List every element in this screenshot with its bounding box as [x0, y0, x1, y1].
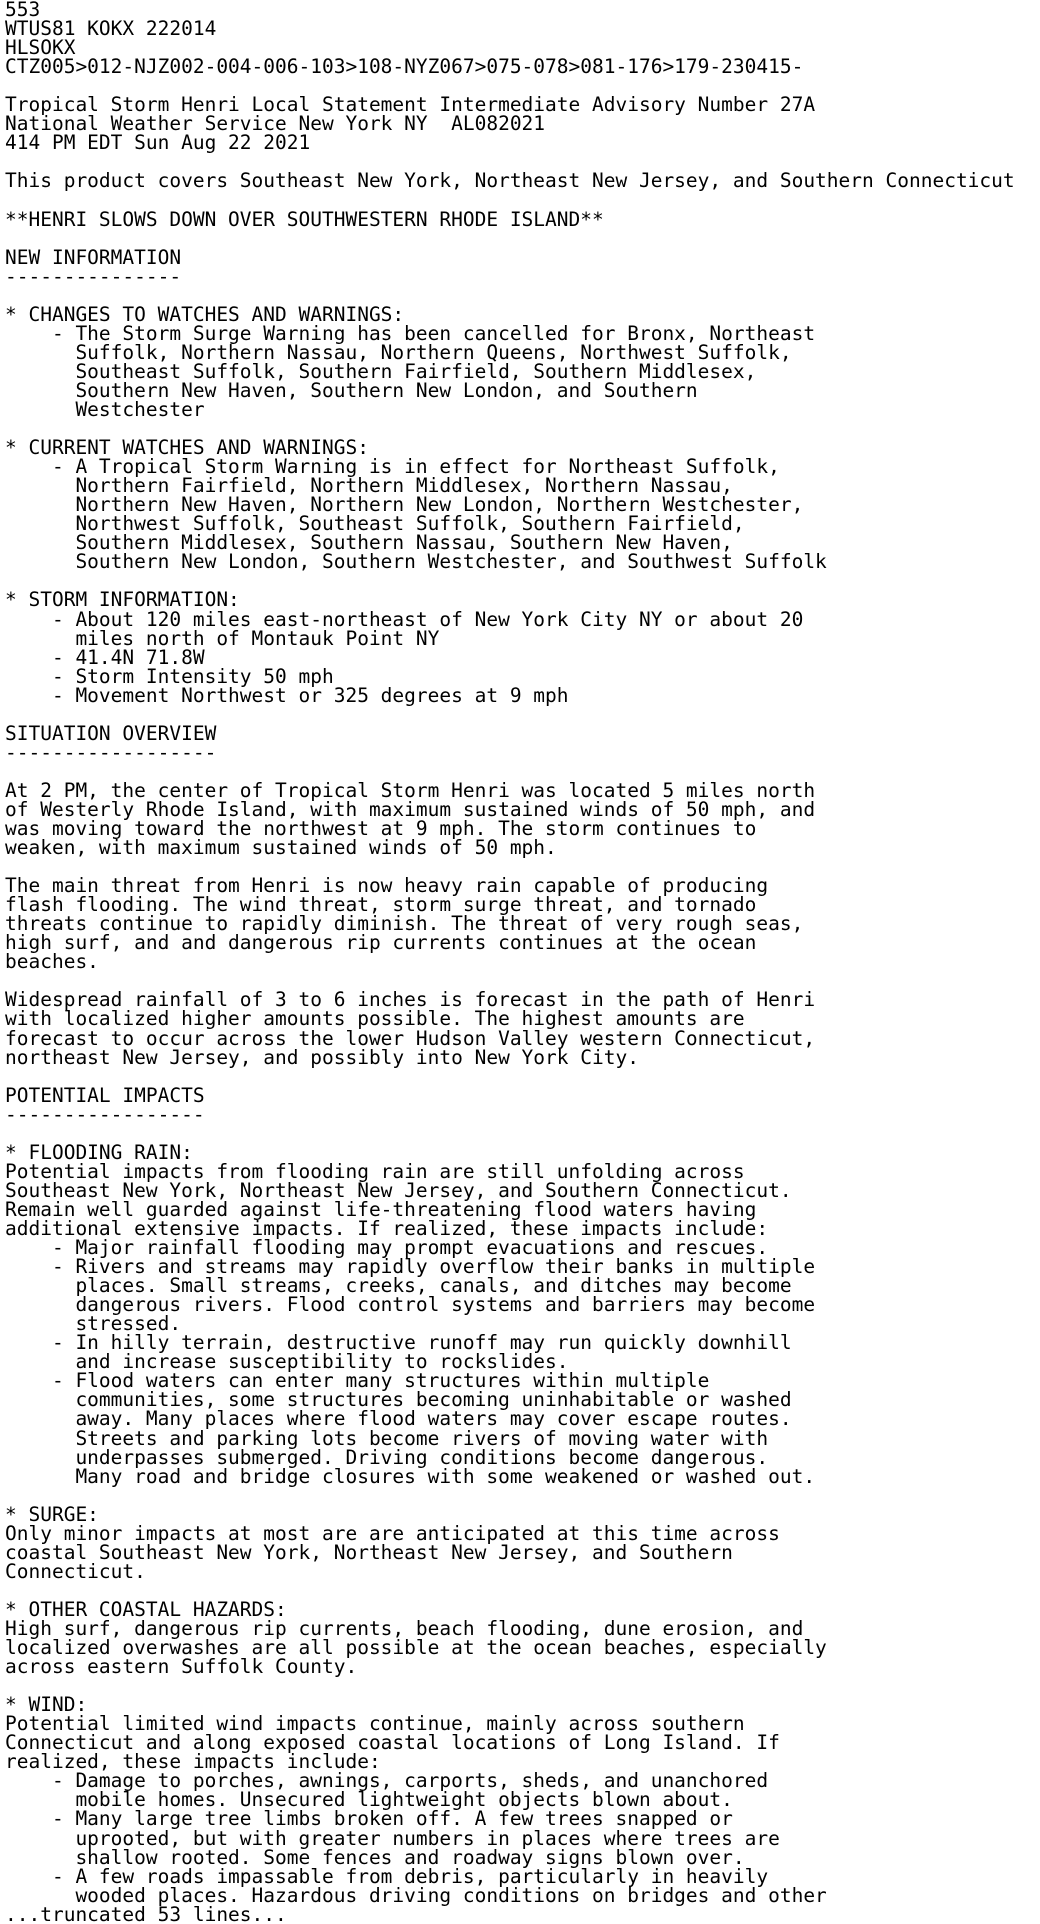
document-line — [5, 1124, 1040, 1143]
document-line — [5, 190, 1040, 209]
document-line: away. Many places where flood waters may cover escape routes. — [5, 1407, 792, 1431]
document-line — [5, 286, 1040, 305]
document-line: beaches. — [5, 950, 99, 974]
document-line: - 41.4N 71.8W — [5, 645, 205, 669]
document-line: uprooted, but with greater numbers in places where trees are — [5, 1826, 780, 1850]
document-line: - Storm Intensity 50 mph — [5, 664, 334, 688]
document-line: Southern Middlesex, Southern Nassau, Southern New Haven, — [5, 531, 733, 555]
document-line: weaken, with maximum sustained winds of 50 mph. — [5, 836, 557, 860]
document-line: - About 120 miles east-northeast of New York City NY or about 20 — [5, 607, 804, 631]
document-line: Connecticut. — [5, 1559, 146, 1583]
document-line: forecast to occur across the lower Hudson Valley western Connecticut, — [5, 1026, 816, 1050]
document-line: POTENTIAL IMPACTS — [5, 1083, 205, 1107]
document-line: was moving toward the northwest at 9 mph. The storm continues to — [5, 817, 757, 841]
document-line: Streets and parking lots become rivers of moving water with — [5, 1426, 769, 1450]
document-line: ----------------- — [5, 1102, 205, 1126]
document-line: ...truncated 53 lines... — [5, 1902, 287, 1924]
document-line: shallow rooted. Some fences and roadway signs blown over. — [5, 1845, 745, 1869]
document-line: Connecticut and along exposed coastal locations of Long Island. If — [5, 1731, 780, 1755]
document-line — [5, 229, 1040, 248]
document-line: - Major rainfall flooding may prompt evacuations and rescues. — [5, 1236, 769, 1260]
document-line: coastal Southeast New York, Northeast New Jersey, and Southern — [5, 1540, 733, 1564]
document-line: wooded places. Hazardous driving conditions on bridges and other — [5, 1883, 827, 1907]
document-line: Northwest Suffolk, Southeast Suffolk, Southern Fairfield, — [5, 512, 745, 536]
document-line: This product covers Southeast New York, Northeast New Jersey, and Southern Connecticut — [5, 169, 1015, 193]
document-line: Southeast Suffolk, Southern Fairfield, Southern Middlesex, — [5, 359, 757, 383]
document-line: Suffolk, Northern Nassau, Northern Queens, Northwest Suffolk, — [5, 340, 792, 364]
document-line: dangerous rivers. Flood control systems and barriers may become — [5, 1293, 816, 1317]
document-line: ------------------ — [5, 740, 217, 764]
document-line: underpasses submerged. Driving conditions become dangerous. — [5, 1445, 769, 1469]
document-line: * WIND: — [5, 1693, 88, 1717]
document-line: Only minor impacts at most are are anticipated at this time across — [5, 1521, 780, 1545]
document-line: Southern New Haven, Southern New London, and Southern — [5, 378, 698, 402]
document-line: communities, some structures becoming uninhabitable or washed — [5, 1388, 792, 1412]
document-line: Westchester — [5, 397, 205, 421]
document-line: places. Small streams, creeks, canals, and ditches may become — [5, 1274, 792, 1298]
document-line: - Many large tree limbs broken off. A few trees snapped or — [5, 1807, 733, 1831]
document-line — [5, 1067, 1040, 1086]
document-line: - Movement Northwest or 325 degrees at 9 mph — [5, 683, 569, 707]
document-line: threats continue to rapidly diminish. The threat of very rough seas, — [5, 912, 804, 936]
document-line: Widespread rainfall of 3 to 6 inches is forecast in the path of Henri — [5, 988, 816, 1012]
document-line: stressed. — [5, 1312, 182, 1336]
document-line — [5, 1676, 1040, 1695]
document-line: 414 PM EDT Sun Aug 22 2021 — [5, 131, 311, 155]
document-line: - A Tropical Storm Warning is in effect for Northeast Suffolk, — [5, 455, 780, 479]
document-line: CTZ005>012-NJZ002-004-006-103>108-NYZ067>075-078>081-176>179-230415- — [5, 55, 804, 79]
document-line: * CHANGES TO WATCHES AND WARNINGS: — [5, 302, 405, 326]
document-line: * CURRENT WATCHES AND WARNINGS: — [5, 436, 369, 460]
document-line: **HENRI SLOWS DOWN OVER SOUTHWESTERN RHODE ISLAND** — [5, 207, 604, 231]
document-line: * FLOODING RAIN: — [5, 1140, 193, 1164]
document-line: Northern Fairfield, Northern Middlesex, Northern Nassau, — [5, 474, 733, 498]
document-line: SITUATION OVERVIEW — [5, 721, 217, 745]
document-line: realized, these impacts include: — [5, 1750, 381, 1774]
document-line: with localized higher amounts possible. The highest amounts are — [5, 1007, 745, 1031]
document-line: mobile homes. Unsecured lightweight objects blown about. — [5, 1788, 733, 1812]
document-line: NEW INFORMATION — [5, 245, 182, 269]
document-line: High surf, dangerous rip currents, beach flooding, dune erosion, and — [5, 1616, 804, 1640]
document-line: * SURGE: — [5, 1502, 99, 1526]
document-line: - A few roads impassable from debris, particularly in heavily — [5, 1864, 769, 1888]
document-line: - The Storm Surge Warning has been cancelled for Bronx, Northeast — [5, 321, 816, 345]
document-line: Southern New London, Southern Westchester, and Southwest Suffolk — [5, 550, 827, 574]
document-line: Southeast New York, Northeast New Jersey, and Southern Connecticut. — [5, 1178, 792, 1202]
document-line: National Weather Service New York NY AL082021 — [5, 112, 546, 136]
document-line — [5, 1486, 1040, 1505]
document-line: Tropical Storm Henri Local Statement Intermediate Advisory Number 27A — [5, 93, 816, 117]
document-line: --------------- — [5, 264, 182, 288]
document-line: Potential impacts from flooding rain are still unfolding across — [5, 1159, 745, 1183]
document-line — [5, 705, 1040, 724]
document-line: Potential limited wind impacts continue, mainly across southern — [5, 1712, 745, 1736]
document-line: and increase susceptibility to rockslides. — [5, 1350, 569, 1374]
document-line: HLSOKX — [5, 36, 76, 60]
document-line: across eastern Suffolk County. — [5, 1655, 358, 1679]
document-line: WTUS81 KOKX 222014 — [5, 17, 217, 41]
document-line: - Damage to porches, awnings, carports, sheds, and unanchored — [5, 1769, 769, 1793]
document-line: Remain well guarded against life-threatening flood waters having — [5, 1197, 757, 1221]
document-line: localized overwashes are all possible at the ocean beaches, especially — [5, 1636, 827, 1660]
document-line: - In hilly terrain, destructive runoff may run quickly downhill — [5, 1331, 792, 1355]
document-line: northeast New Jersey, and possibly into New York City. — [5, 1045, 639, 1069]
document-line: The main threat from Henri is now heavy rain capable of producing — [5, 874, 769, 898]
document-line: flash flooding. The wind threat, storm surge threat, and tornado — [5, 893, 757, 917]
document-line: miles north of Montauk Point NY — [5, 626, 440, 650]
document-line: - Rivers and streams may rapidly overflow their banks in multiple — [5, 1255, 816, 1279]
document-line: * OTHER COASTAL HAZARDS: — [5, 1597, 287, 1621]
document-line: - Flood waters can enter many structures within multiple — [5, 1369, 710, 1393]
document-line: At 2 PM, the center of Tropical Storm Henri was located 5 miles north — [5, 778, 816, 802]
document-line: additional extensive impacts. If realized, these impacts include: — [5, 1217, 769, 1240]
document-line: of Westerly Rhode Island, with maximum sustained winds of 50 mph, and — [5, 797, 816, 821]
document-line: Northern New Haven, Northern New London, Northern Westchester, — [5, 493, 804, 517]
document-line: high surf, and and dangerous rip currents continues at the ocean — [5, 931, 757, 955]
document-line: Many road and bridge closures with some weakened or washed out. — [5, 1464, 816, 1488]
document-line: 553 — [5, 0, 41, 21]
document-line: * STORM INFORMATION: — [5, 588, 240, 612]
